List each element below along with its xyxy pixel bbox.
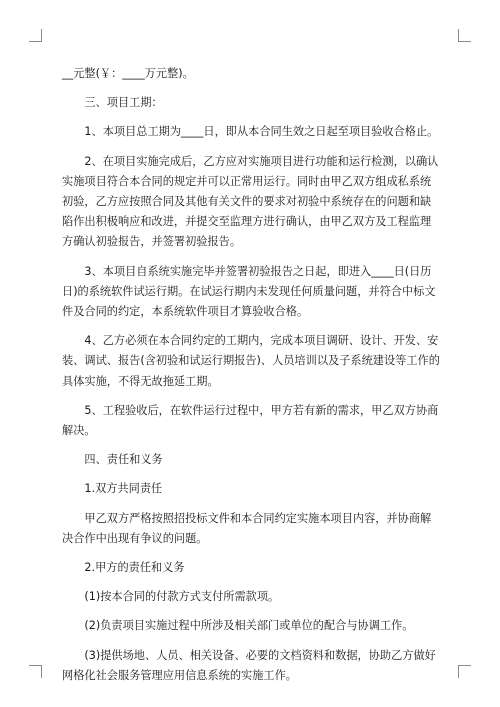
crop-mark-bottom-left <box>29 665 42 678</box>
crop-mark-bottom-right <box>458 665 471 678</box>
paragraph-trial-run: 3、本项目自系统实施完毕并签署初验报告之日起，即进入____日(日历日)的系统软件试运行期。在试运行期内未发现任何质量问题，并符合中标文件及合同的约定，本系统软件项目才算验收合格。 <box>62 264 436 319</box>
heading-responsibilities: 四、责任和义务 <box>84 453 163 467</box>
list-item-coordination: (2)负责项目实施过程中所涉及相关部门或单位的配合与协调工作。 <box>84 619 414 633</box>
paragraph-acceptance: 5、工程验收后，在软件运行过程中，甲方若有新的需求，甲乙双方协商解决。 <box>62 403 439 438</box>
crop-mark-top-right <box>458 29 471 42</box>
paragraph-total-period: 1、本项目总工期为____日，即从本合同生效之日起至项目验收合格止。 <box>84 125 439 139</box>
crop-mark-top-left <box>29 29 42 42</box>
paragraph-amount: __元整(￥：____万元整)。 <box>62 67 194 80</box>
paragraph-implementation: 4、乙方必须在本合同约定的工期内，完成本项目调研、设计、开发、安装、调试、报告(含初验和试运行期报告)、人员培训以及子系统建设等工作的具体实施，不得无故拖延工期。 <box>62 334 440 388</box>
heading-project-period: 三、项目工期： <box>84 96 163 110</box>
subheading-joint-responsibility: 1.双方共同责任 <box>84 482 163 496</box>
list-item-resources: (3)提供场地、人员、相关设备、必要的文档资料和数据，协助乙方做好网格化社会服务管理应用信息系统的实施工作。 <box>62 648 436 682</box>
document-body <box>62 64 442 695</box>
subheading-party-a: 2.甲方的责任和义务 <box>84 561 185 575</box>
paragraph-initial-acceptance: 2、在项目实施完成后，乙方应对实施项目进行功能和运行检测，以确认实施项目符合本合同的规定并可以正常用运行。同时由甲乙双方组成私系统初验，乙方应按照合同及其他有关文件的要求对初验中系统存在的问题和缺陷作出积极响应和改进，并提交至监理方进行确认，由甲乙双方及工程监理方确认初验报告，并签署初验报告。 <box>62 154 439 249</box>
list-item-payment: (1)按本合同的付款方式支付所需款项。 <box>84 590 280 604</box>
paragraph-joint-responsibility: 甲乙双方严格按照招投标文件和本合同约定实施本项目内容，并协商解决合作中出现有争议的问题。 <box>62 511 432 545</box>
